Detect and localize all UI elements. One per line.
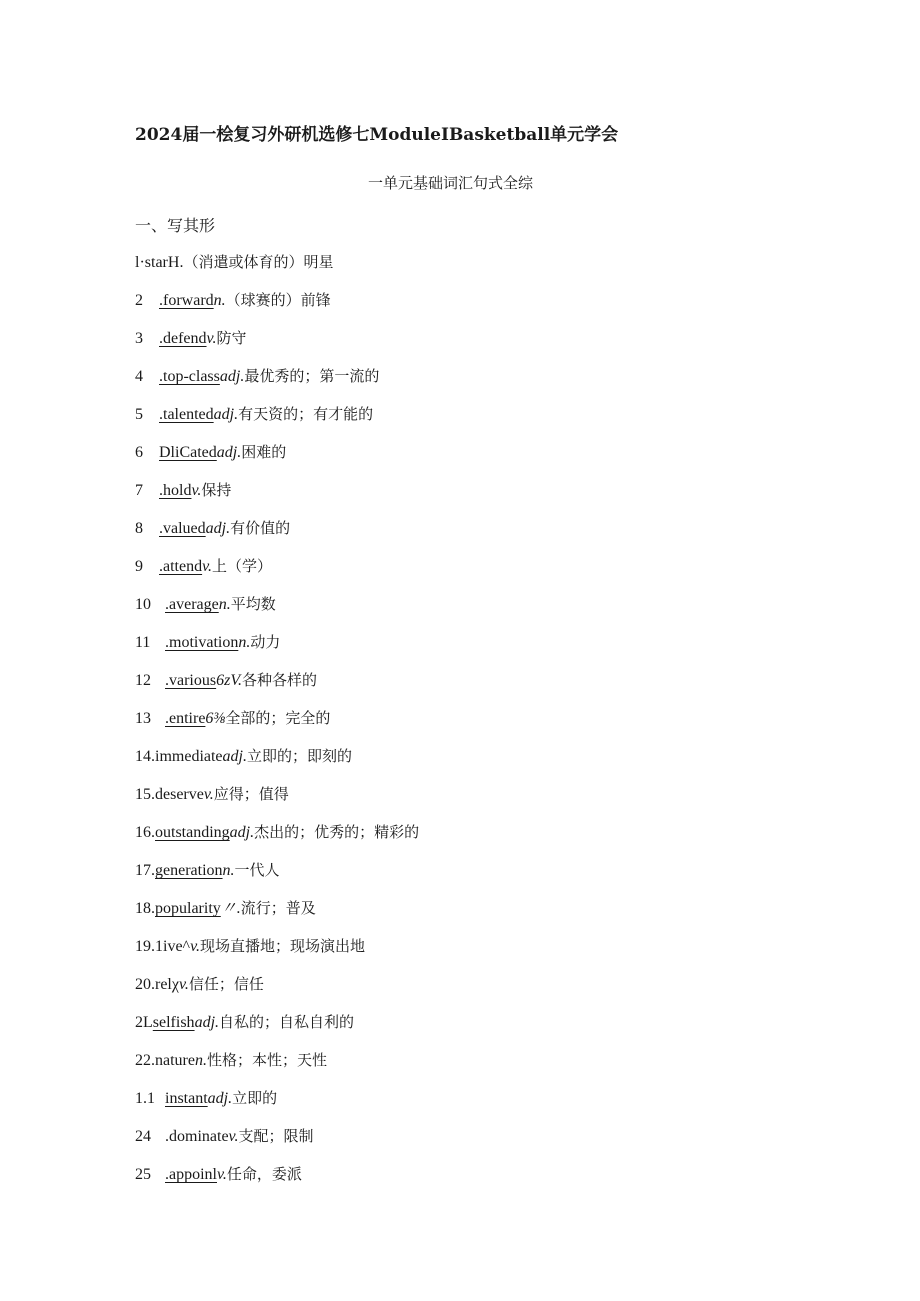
item-meaning: 支配；限制: [238, 1127, 314, 1145]
item-word: .entire: [165, 710, 206, 727]
item-word: outstanding: [155, 824, 230, 841]
item-meaning: （消遣或体育的）明星: [183, 253, 334, 271]
item-meaning: 最优秀的；第一流的: [244, 367, 380, 385]
item-meaning: 自私的；自私自利的: [219, 1013, 355, 1031]
item-number: 9: [135, 558, 143, 575]
vocab-item: [135, 1010, 419, 1048]
item-part-of-speech: adj.: [194, 1014, 220, 1031]
item-part-of-speech: adj.: [229, 824, 255, 841]
item-meaning: 立即的: [232, 1089, 278, 1107]
item-number: 2: [135, 292, 143, 309]
section-heading: 一、写其形: [135, 216, 216, 235]
item-part-of-speech: adj.: [219, 368, 245, 385]
document-title: 2024届一桧复习外研机选修七ModuleIBasketball单元学会: [135, 125, 619, 145]
item-word: relχ: [155, 976, 179, 993]
vocab-item: [135, 250, 419, 288]
item-number: 15.: [135, 786, 155, 803]
item-word: immediate: [155, 748, 223, 765]
item-part-of-speech: v.: [191, 482, 202, 499]
item-number: 25: [135, 1166, 151, 1183]
vocab-item: [135, 1162, 419, 1200]
item-number: 5: [135, 406, 143, 423]
vocab-item: [135, 1124, 419, 1162]
vocab-item: [135, 592, 419, 630]
item-word: .hold: [159, 482, 192, 499]
item-part-of-speech: adj.: [213, 406, 239, 423]
item-part-of-speech: v.: [206, 330, 217, 347]
item-part-of-speech: v.: [228, 1128, 239, 1145]
item-word: starH.: [144, 254, 184, 271]
item-meaning: 立即的；即刻的: [246, 747, 352, 765]
item-number: 12: [135, 672, 151, 689]
item-part-of-speech: n.: [218, 596, 231, 613]
item-meaning: 应得；值得: [213, 785, 289, 803]
item-meaning: 有天资的；有才能的: [238, 405, 374, 423]
item-word: .dominate: [165, 1128, 229, 1145]
item-meaning: 任命，委派: [226, 1165, 302, 1183]
item-part-of-speech: v.: [178, 976, 189, 993]
item-part-of-speech: n.: [222, 862, 235, 879]
item-meaning: 全部的；完全的: [225, 709, 331, 727]
item-word: .valued: [159, 520, 206, 537]
item-word: DliCated: [159, 444, 217, 461]
item-part-of-speech: adj.: [207, 1090, 233, 1107]
item-meaning: （球赛的）前锋: [225, 291, 331, 309]
item-meaning: 一代人: [234, 861, 280, 879]
item-meaning: 困难的: [241, 443, 287, 461]
item-meaning: 保持: [201, 481, 232, 499]
item-word: .appoinl: [165, 1166, 217, 1183]
item-part-of-speech: 6zV.: [216, 672, 243, 689]
item-part-of-speech: n.: [194, 1052, 207, 1069]
item-number: 17.: [135, 862, 155, 879]
vocab-item: [135, 706, 419, 744]
item-meaning: 各种各样的: [242, 671, 318, 689]
item-number: 3: [135, 330, 143, 347]
item-number: 4: [135, 368, 143, 385]
item-number: 11: [135, 634, 151, 651]
vocab-item: [135, 1048, 419, 1086]
item-meaning: 平均数: [230, 595, 276, 613]
item-part-of-speech: adj.: [205, 520, 231, 537]
vocab-item: [135, 364, 419, 402]
vocab-item: [135, 630, 419, 668]
vocab-item: [135, 1086, 419, 1124]
item-word: .attend: [159, 558, 203, 575]
item-word: instant: [165, 1090, 208, 1107]
vocab-item: [135, 440, 419, 478]
vocab-item: [135, 972, 419, 1010]
item-word: nature: [155, 1052, 195, 1069]
vocab-item: [135, 516, 419, 554]
vocab-item: [135, 858, 419, 896]
item-meaning: 流行；普及: [240, 899, 316, 917]
item-number: 8: [135, 520, 143, 537]
item-part-of-speech: n.: [238, 634, 251, 651]
item-number: 1.1: [135, 1090, 155, 1107]
item-word: .motivation: [165, 634, 239, 651]
item-word: popularity: [155, 900, 221, 917]
item-number: 7: [135, 482, 143, 499]
item-part-of-speech: adj.: [216, 444, 242, 461]
vocab-item: [135, 554, 419, 592]
item-word: 1ive^: [155, 938, 191, 955]
vocab-list: [135, 250, 419, 1200]
item-number: 19.: [135, 938, 155, 955]
item-number: 14.: [135, 748, 155, 765]
item-number: 13: [135, 710, 151, 727]
vocab-item: [135, 668, 419, 706]
item-number: 18.: [135, 900, 155, 917]
item-number: 6: [135, 444, 143, 461]
item-word: .talented: [159, 406, 214, 423]
item-part-of-speech: n.: [213, 292, 226, 309]
document-subtitle: 一单元基础词汇句式全综: [368, 174, 534, 192]
item-part-of-speech: v.: [203, 786, 214, 803]
item-number: l·: [135, 254, 145, 271]
item-number: 20.: [135, 976, 155, 993]
item-number: 2L: [135, 1014, 153, 1031]
item-word: deserve: [155, 786, 204, 803]
item-word: .various: [165, 672, 217, 689]
item-number: 24: [135, 1128, 151, 1145]
item-meaning: 性格；本性；天性: [206, 1051, 327, 1069]
item-number: 16.: [135, 824, 155, 841]
item-number: 10: [135, 596, 151, 613]
item-part-of-speech: v.: [202, 558, 213, 575]
item-part-of-speech: v.: [217, 1166, 227, 1183]
item-meaning: 动力: [250, 633, 281, 651]
vocab-item: [135, 478, 419, 516]
vocab-item: [135, 402, 419, 440]
item-word: generation: [155, 862, 223, 879]
item-meaning: 信任；信任: [188, 975, 264, 993]
item-word: .top-class: [159, 368, 220, 385]
vocab-item: [135, 326, 419, 364]
item-part-of-speech: 〃.: [220, 900, 241, 917]
item-number: 22.: [135, 1052, 155, 1069]
vocab-item: [135, 744, 419, 782]
item-word: selfish: [152, 1014, 195, 1031]
item-meaning: 杰出的；优秀的；精彩的: [254, 823, 420, 841]
item-part-of-speech: v.: [190, 938, 200, 955]
item-part-of-speech: 6⅜: [205, 710, 226, 727]
item-meaning: 现场直播地；现场演出地: [199, 937, 365, 955]
item-meaning: 有价值的: [230, 519, 291, 537]
item-word: .defend: [159, 330, 207, 347]
vocab-item: [135, 288, 419, 326]
item-word: .forward: [159, 292, 214, 309]
vocab-item: [135, 934, 419, 972]
item-meaning: 上（学）: [212, 557, 273, 575]
item-word: .average: [165, 596, 219, 613]
item-meaning: 防守: [216, 329, 247, 347]
vocab-item: [135, 782, 419, 820]
vocab-item: [135, 896, 419, 934]
vocab-item: [135, 820, 419, 858]
item-part-of-speech: adj.: [222, 748, 247, 765]
